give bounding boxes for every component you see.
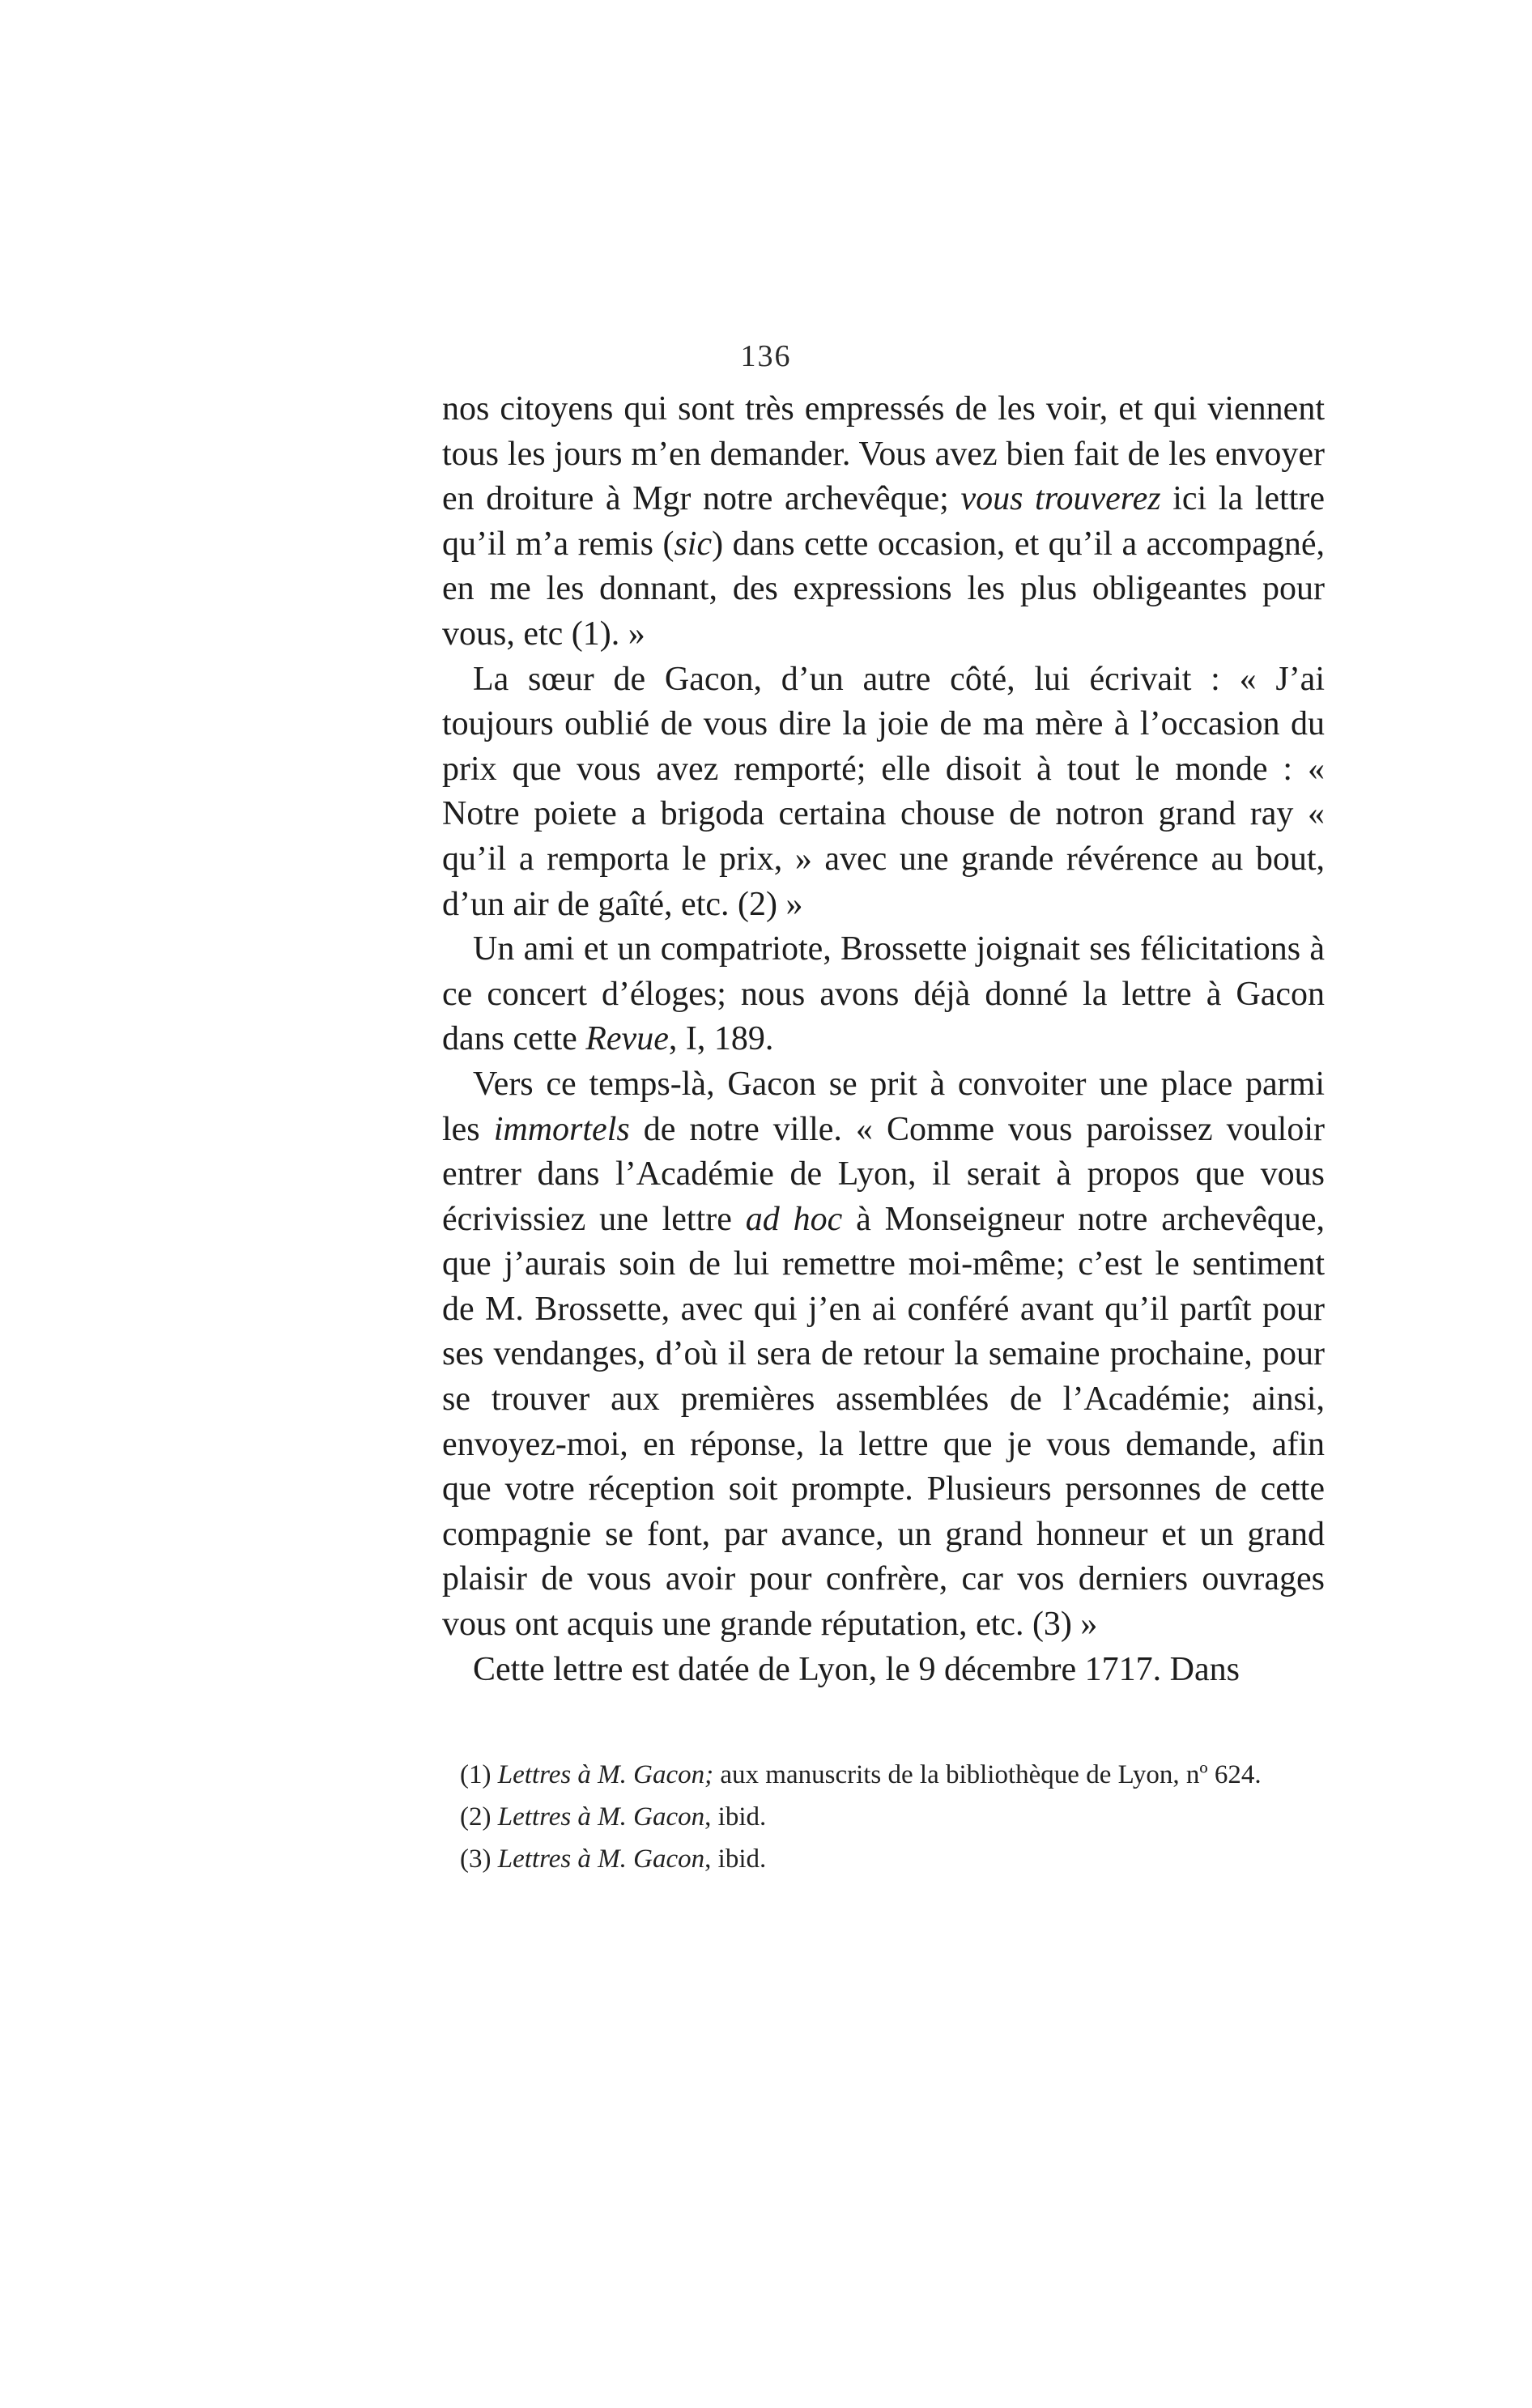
italic-text-segment: Lettres à M. Gacon <box>497 1844 705 1874</box>
paragraph <box>442 927 1325 1062</box>
text-segment: Vers ce temps-là, Gacon se prit à convoiter une place parmi les <box>442 1065 1325 1148</box>
footnote <box>442 1838 1325 1880</box>
paragraph <box>442 1062 1325 1648</box>
footnote <box>442 1754 1325 1796</box>
text-segment: , ibid. <box>704 1844 767 1874</box>
text-segment: Cette lettre est datée de Lyon, le 9 décembre 1717. Dans <box>473 1650 1240 1688</box>
text-segment: (1) <box>460 1760 498 1789</box>
italic-text-segment: Lettres à M. Gacon <box>497 1802 705 1832</box>
text-segment: , ibid. <box>704 1802 767 1832</box>
text-segment: Un ami et un compatriote, Brossette joignait ses félicitations à ce concert d’éloges; nous avons déjà donné la lettre à Gacon dans cette <box>442 930 1325 1058</box>
text-segment: La sœur de Gacon, d’un autre côté, lui écrivait : « J’ai toujours oublié de vous dire la joie de ma mère à l’occasion du prix que vous avez remporté; elle disoit à tout le monde : « Notre poiete a brigoda certaina chouse de notron grand ray « qu’il a remporta le prix, » avec une grande révérence au bout, d’un air de gaîté, etc. (2) » <box>442 660 1325 923</box>
paragraph <box>442 657 1325 928</box>
text-segment: ici la lettre qu’il m’a remis ( <box>442 480 1326 563</box>
text-segment: (3) <box>460 1844 498 1874</box>
italic-text-segment: sic <box>674 525 713 563</box>
text-segment: ) dans cette occasion, et qu’il a accompagné, en me les donnant, des expressions les plus obligeantes pour vous, etc (1). » <box>442 525 1326 653</box>
italic-text-segment: immortels <box>493 1110 630 1148</box>
text-segment: aux manuscrits de la bibliothèque de Lyon, nº 624. <box>713 1760 1262 1789</box>
body-text <box>442 387 1325 1692</box>
footnote <box>442 1796 1325 1838</box>
text-segment: nos citoyens qui sont très empressés de les voir, et qui viennent tous les jours m’en demander. Vous avez bien fait de les envoyer en droiture à Mgr notre archevêque; <box>442 390 1325 518</box>
page-number: 136 <box>740 339 792 373</box>
italic-text-segment: ad hoc <box>745 1200 843 1238</box>
text-segment: à Monseigneur notre archevêque, que j’aurais soin de lui remettre moi-même; c’est le sentiment de M. Brossette, avec qui j’en ai conféré avant qu’il partît pour ses vendanges, d’où il sera de retour la semaine prochaine, pour se trouver aux premières assemblées de l’Académie; ainsi, envoyez-moi, en réponse, la lettre que je vous demande, afin que votre réception soit prompte. Plusieurs personnes de cette compagnie se font, par avance, un grand honneur et un grand plaisir de vous avoir pour confrère, car vos derniers ouvrages vous ont acquis une grande réputation, etc. (3) » <box>442 1200 1325 1644</box>
text-segment: de notre ville. « Comme vous paroissez vouloir entrer dans l’Académie de Lyon, il serait à propos que vous écrivissiez une lettre <box>442 1110 1325 1238</box>
italic-text-segment: vous trouverez <box>960 480 1161 518</box>
paragraph <box>442 1648 1325 1693</box>
footnotes <box>442 1754 1325 1880</box>
italic-text-segment: Lettres à M. Gacon; <box>497 1760 714 1789</box>
text-segment: , I, 189. <box>668 1020 774 1058</box>
paragraph <box>442 387 1325 657</box>
text-segment: (2) <box>460 1802 498 1832</box>
italic-text-segment: Revue <box>585 1020 669 1058</box>
